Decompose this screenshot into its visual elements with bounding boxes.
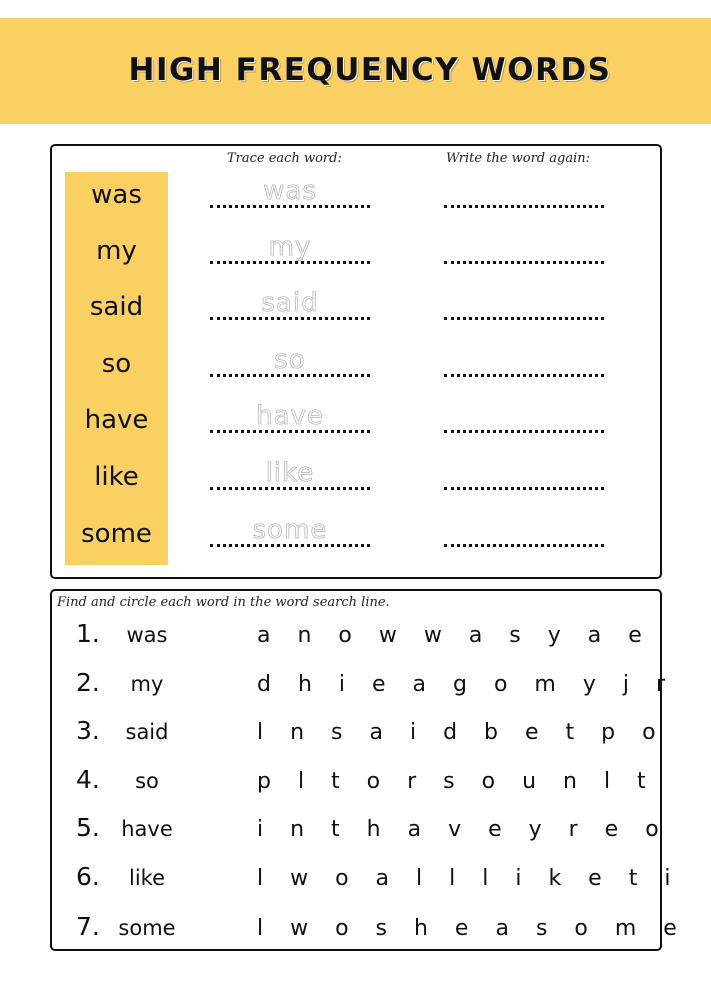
word-label: my — [96, 236, 137, 266]
trace-word: said — [261, 288, 319, 318]
trace-row — [52, 228, 660, 284]
write-again-header: Write the word again: — [446, 151, 590, 166]
trace-row — [52, 454, 660, 510]
trace-row — [52, 284, 660, 340]
page-title: HIGH FREQUENCY WORDS — [128, 52, 612, 88]
row-number: 1. — [76, 619, 100, 648]
search-row — [52, 908, 687, 956]
trace-header: Trace each word: — [227, 151, 342, 166]
letter-line[interactable]: l w o a l l l i k e t i — [257, 866, 681, 891]
word-label: some — [81, 519, 152, 549]
row-word: said — [125, 720, 169, 744]
search-row — [52, 712, 666, 760]
word-label: so — [101, 349, 132, 379]
word-label: like — [94, 462, 139, 492]
trace-word: my — [268, 232, 312, 262]
trace-row — [52, 397, 660, 453]
row-word: like — [128, 866, 165, 890]
trace-word: like — [265, 458, 315, 488]
row-word: some — [118, 916, 176, 940]
trace-row — [52, 172, 660, 228]
letter-line[interactable]: l n s a i d b e t p o — [257, 720, 666, 745]
word-label: was — [91, 180, 142, 210]
write-line[interactable] — [444, 261, 604, 264]
word-label: said — [89, 292, 144, 322]
row-number: 5. — [76, 813, 100, 842]
row-word: have — [121, 817, 173, 841]
letter-line[interactable]: d h i e a g o m y j r — [257, 672, 676, 697]
write-line[interactable] — [444, 544, 604, 547]
write-line[interactable] — [444, 487, 604, 490]
trace-section — [50, 144, 662, 579]
row-number: 7. — [76, 912, 100, 941]
trace-word: so — [274, 345, 306, 375]
trace-line[interactable] — [210, 374, 370, 377]
trace-line[interactable] — [210, 205, 370, 208]
search-row — [52, 664, 676, 712]
row-word: was — [126, 623, 168, 647]
word-search-instruction: Find and circle each word in the word search line. — [57, 595, 390, 610]
row-number: 3. — [76, 716, 100, 745]
row-number: 6. — [76, 862, 100, 891]
trace-line[interactable] — [210, 544, 370, 547]
trace-line[interactable] — [210, 261, 370, 264]
search-row — [52, 858, 681, 906]
trace-word: have — [256, 401, 324, 431]
write-line[interactable] — [444, 430, 604, 433]
letter-line[interactable]: p l t o r s o u n l t — [257, 769, 656, 794]
word-search-section — [50, 589, 687, 951]
row-word: so — [135, 769, 159, 793]
trace-row — [52, 511, 660, 567]
word-label: have — [84, 405, 149, 435]
trace-word: was — [263, 176, 317, 206]
search-row — [52, 809, 669, 857]
letter-line[interactable]: l w o s h e a s o m e — [257, 916, 687, 941]
row-number: 4. — [76, 765, 100, 794]
trace-line[interactable] — [210, 430, 370, 433]
search-row — [52, 615, 660, 663]
letter-line[interactable]: i n t h a v e y r e o — [257, 817, 669, 842]
row-number: 2. — [76, 668, 100, 697]
row-word: my — [130, 672, 164, 696]
trace-word: some — [252, 515, 328, 545]
write-line[interactable] — [444, 317, 604, 320]
write-line[interactable] — [444, 374, 604, 377]
search-row — [52, 761, 660, 809]
letter-line[interactable]: a n o w w a s y a e — [257, 623, 652, 648]
trace-line[interactable] — [210, 487, 370, 490]
trace-row — [52, 341, 660, 397]
trace-line[interactable] — [210, 317, 370, 320]
write-line[interactable] — [444, 205, 604, 208]
